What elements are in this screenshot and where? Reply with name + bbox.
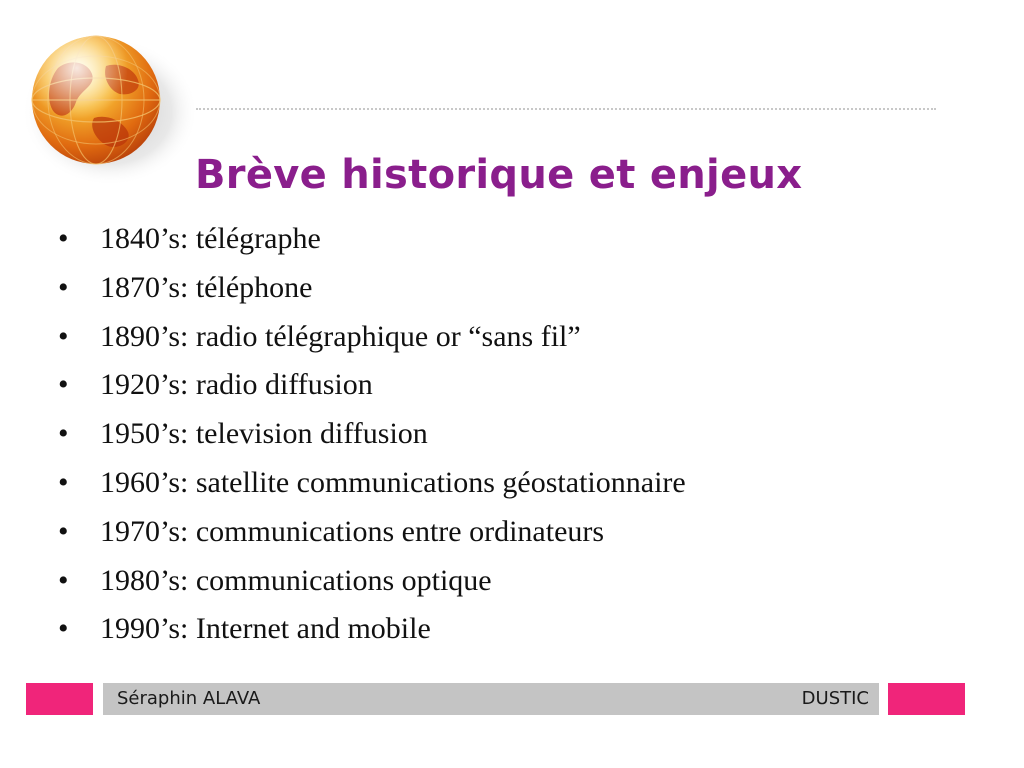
- footer-bar: [103, 683, 879, 715]
- list-item: [58, 364, 686, 413]
- bullet-marker: •: [58, 465, 69, 499]
- list-item-text: 1960’s: satellite communications géostationnaire: [100, 465, 686, 499]
- title-divider: [196, 108, 936, 110]
- list-item: [58, 608, 686, 657]
- footer-accent-right: [888, 683, 965, 715]
- bullet-marker: •: [58, 563, 69, 597]
- bullet-marker: •: [58, 270, 69, 304]
- slide-title: Brève historique et enjeux: [195, 152, 803, 198]
- bullet-list: [58, 218, 686, 657]
- list-item: [58, 267, 686, 316]
- list-item-text: 1980’s: communications optique: [100, 563, 492, 597]
- footer-author: Séraphin ALAVA: [117, 688, 261, 709]
- bullet-marker: •: [58, 514, 69, 548]
- list-item: [58, 316, 686, 365]
- list-item-text: 1920’s: radio diffusion: [100, 368, 373, 402]
- list-item-text: 1990’s: Internet and mobile: [100, 612, 431, 646]
- footer-organization: DUSTIC: [801, 688, 869, 709]
- list-item-text: 1950’s: television diffusion: [100, 417, 428, 451]
- bullet-marker: •: [58, 368, 69, 402]
- bullet-marker: •: [58, 222, 69, 255]
- list-item-text: 1870’s: téléphone: [100, 270, 313, 304]
- bullet-marker: •: [58, 417, 69, 451]
- list-item: [58, 560, 686, 609]
- list-item: [58, 462, 686, 511]
- list-item-text: 1890’s: radio télégraphique or “sans fil”: [100, 319, 581, 353]
- globe-icon: [18, 28, 203, 188]
- list-item-text: 1970’s: communications entre ordinateurs: [100, 514, 605, 548]
- list-item: [58, 511, 686, 560]
- bullet-marker: •: [58, 319, 69, 353]
- list-item: [58, 413, 686, 462]
- list-item: [58, 218, 686, 267]
- footer-accent-left: [26, 683, 93, 715]
- list-item-text: 1840’s: télégraphe: [100, 222, 321, 255]
- bullet-marker: •: [58, 612, 69, 646]
